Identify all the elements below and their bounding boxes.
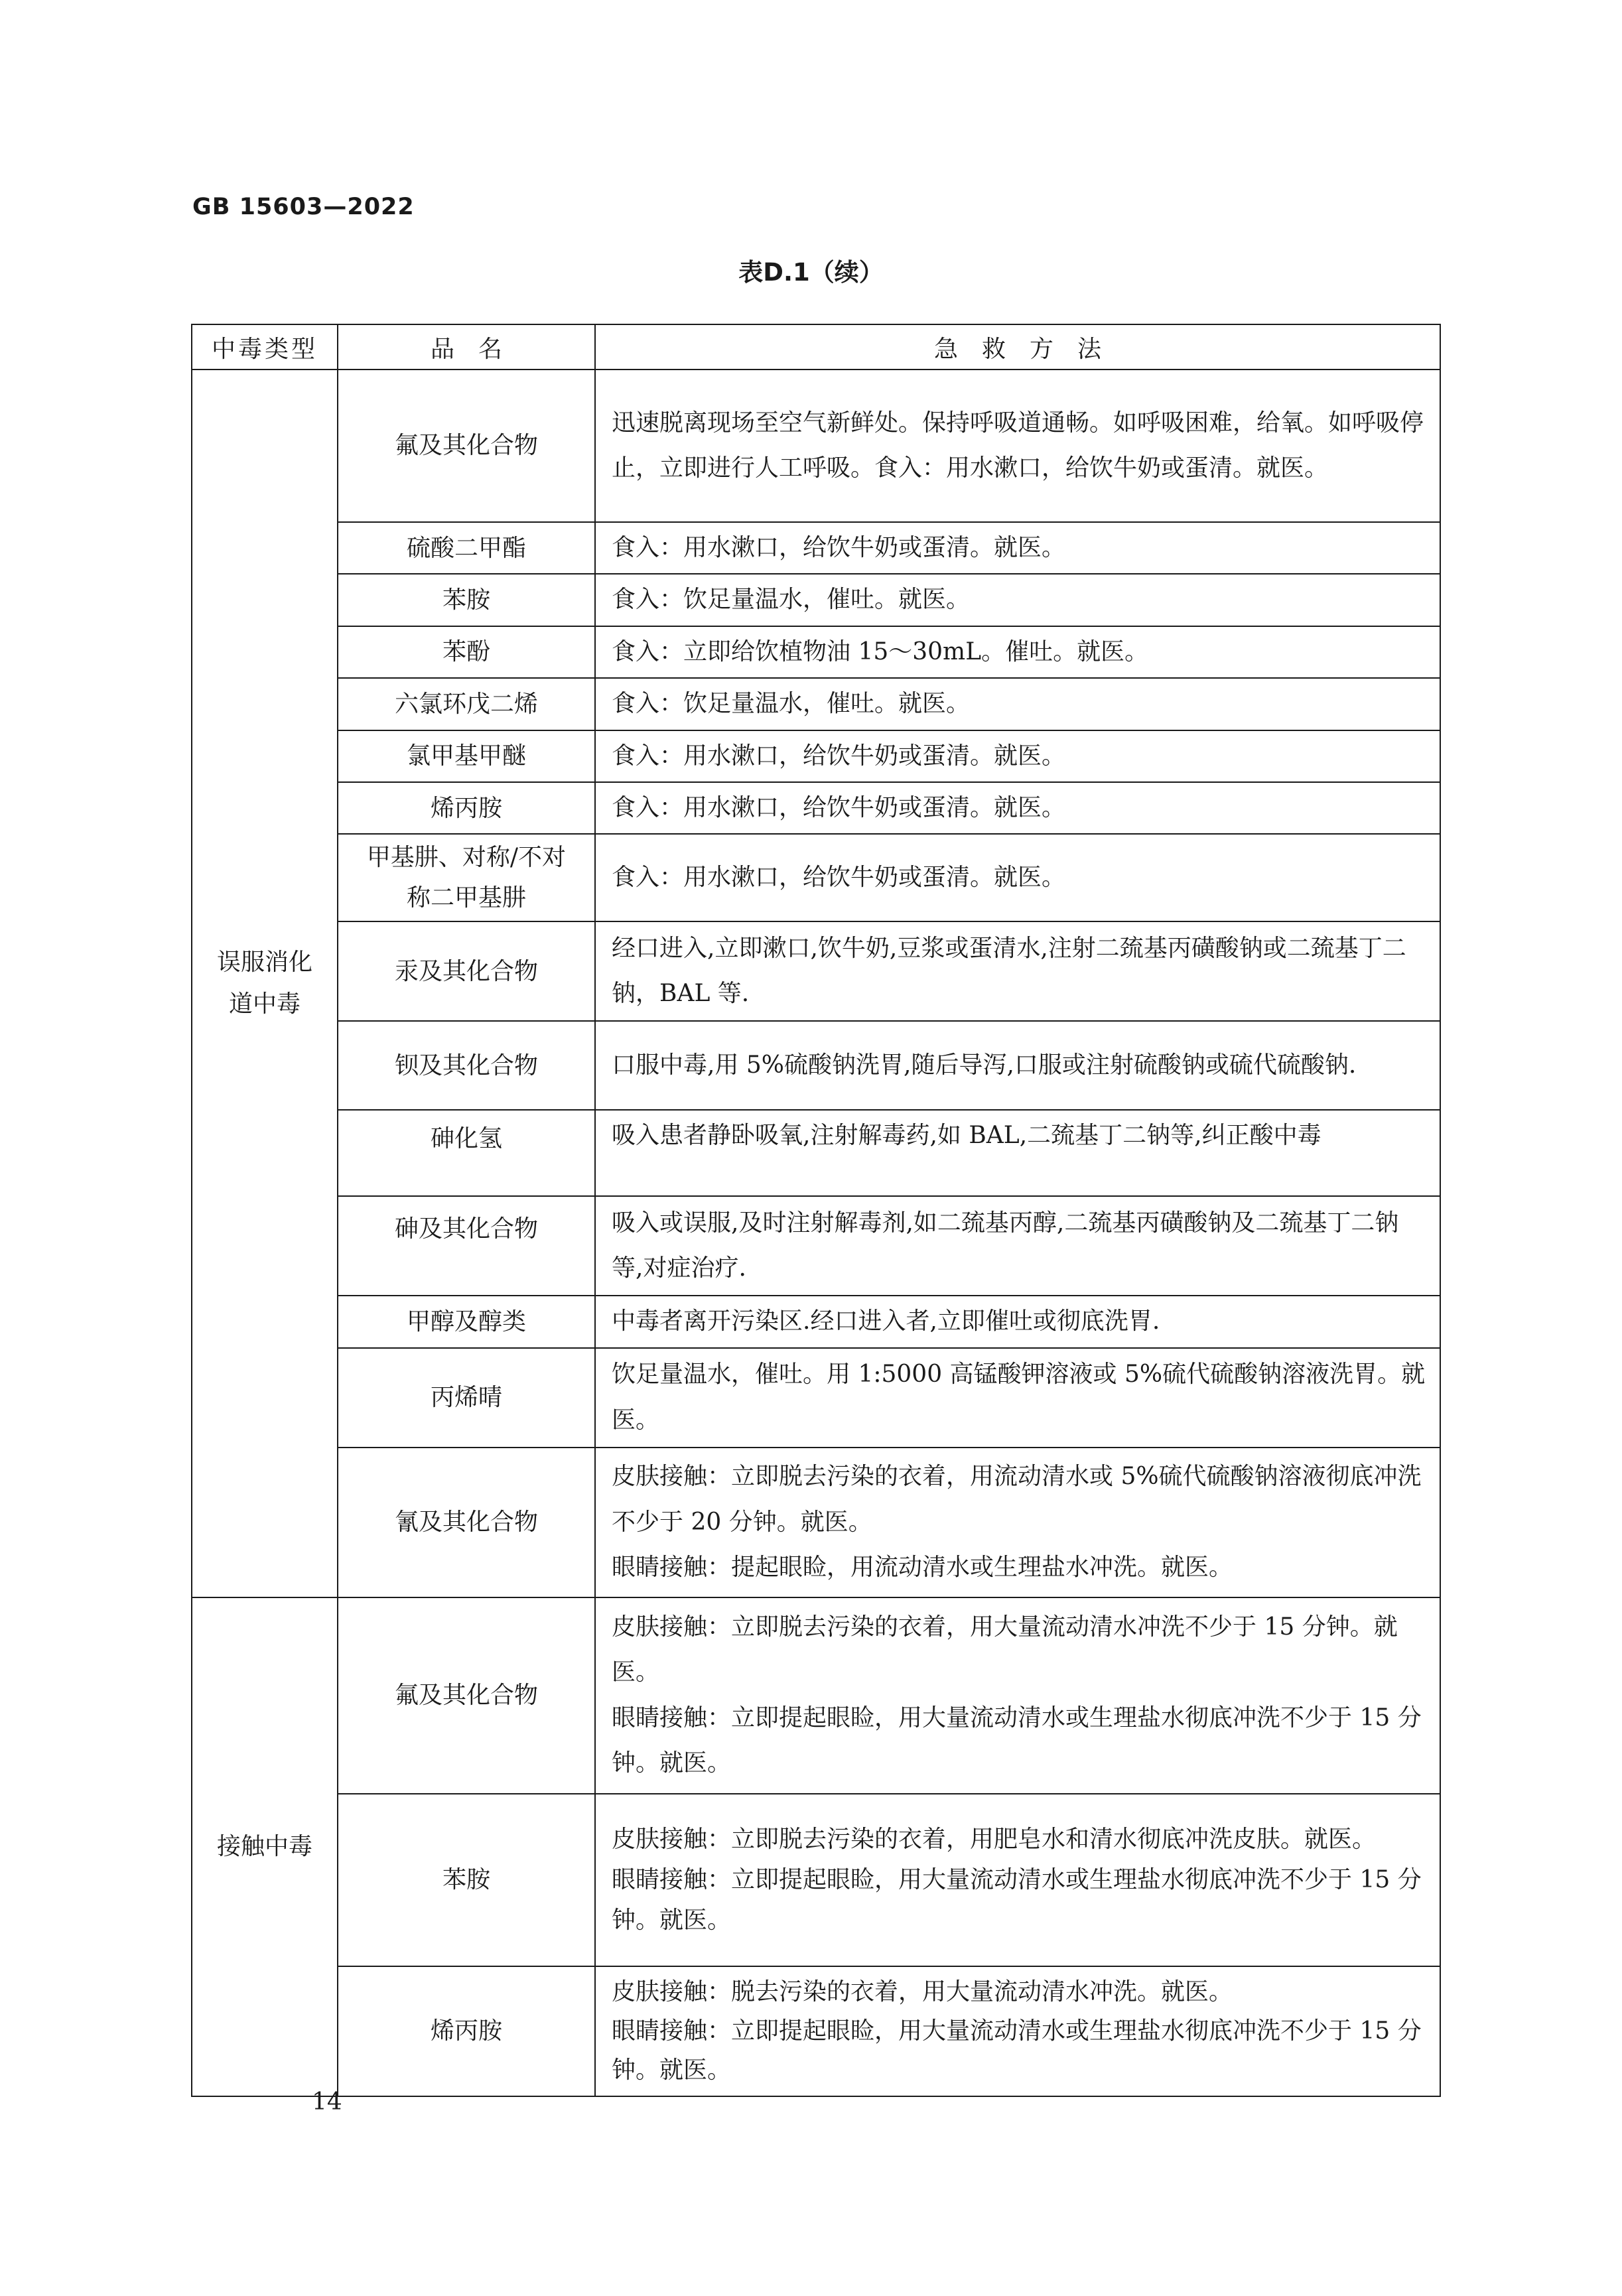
- first-aid-method: 迅速脱离现场至空气新鲜处。保持呼吸道通畅。如呼吸困难，给氧。如呼吸停止，立即进行人工呼吸。食入：用水漱口，给饮牛奶或蛋清。就医。: [595, 370, 1440, 522]
- first-aid-method: 饮足量温水，催吐。用 1:5000 高锰酸钾溶液或 5%硫代硫酸钠溶液洗胃。就医。: [595, 1348, 1440, 1448]
- substance-name: 氯甲基甲醚: [338, 730, 595, 782]
- substance-name: 氰及其化合物: [338, 1448, 595, 1597]
- first-aid-method: 皮肤接触：脱去污染的衣着，用大量流动清水冲洗。就医。 眼睛接触：立即提起眼睑，用大量流动清水或生理盐水彻底冲洗不少于 15 分钟。就医。: [595, 1966, 1440, 2096]
- first-aid-method: 食入：用水漱口，给饮牛奶或蛋清。就医。: [595, 782, 1440, 834]
- table-header-row: [192, 324, 1440, 370]
- first-aid-method: 食入：用水漱口，给饮牛奶或蛋清。就医。: [595, 834, 1440, 921]
- first-aid-method: 食入：立即给饮植物油 15～30mL。催吐。就医。: [595, 626, 1440, 678]
- table-row: [192, 834, 1440, 921]
- substance-name: 砷及其化合物: [338, 1196, 595, 1296]
- substance-name: 苯酚: [338, 626, 595, 678]
- table-row: [192, 1966, 1440, 2096]
- table-title: 表D.1（续）: [738, 258, 884, 287]
- column-header-type: 中毒类型: [192, 324, 338, 370]
- first-aid-method: 中毒者离开污染区.经口进入者,立即催吐或彻底洗胃.: [595, 1296, 1440, 1347]
- substance-name: 苯胺: [338, 574, 595, 626]
- substance-name: 汞及其化合物: [338, 921, 595, 1021]
- column-header-method: 急 救 方 法: [595, 324, 1440, 370]
- poisoning-type-cell: 接触中毒: [192, 1597, 338, 2096]
- poisoning-type-cell: 误服消化道中毒: [192, 370, 338, 1597]
- first-aid-method: 皮肤接触：立即脱去污染的衣着，用肥皂水和清水彻底冲洗皮肤。就医。 眼睛接触：立即提起眼睑，用大量流动清水或生理盐水彻底冲洗不少于 15 分钟。就医。: [595, 1794, 1440, 1966]
- first-aid-method: 皮肤接触：立即脱去污染的衣着，用大量流动清水冲洗不少于 15 分钟。就医。 眼睛接触：立即提起眼睑，用大量流动清水或生理盐水彻底冲洗不少于 15 分钟。就医。: [595, 1597, 1440, 1794]
- first-aid-table: [191, 324, 1441, 2097]
- table-row: [192, 1110, 1440, 1196]
- first-aid-method: 经口进入,立即漱口,饮牛奶,豆浆或蛋清水,注射二巯基丙磺酸钠或二巯基丁二钠，BAL 等.: [595, 921, 1440, 1021]
- substance-name: 氟及其化合物: [338, 370, 595, 522]
- standard-code: GB 15603—2022: [192, 194, 415, 220]
- page-number: 14: [312, 2088, 342, 2116]
- first-aid-method: 吸入患者静卧吸氧,注射解毒药,如 BAL,二巯基丁二钠等,纠正酸中毒: [595, 1110, 1440, 1196]
- substance-name: 硫酸二甲酯: [338, 522, 595, 574]
- first-aid-method: 食入：用水漱口，给饮牛奶或蛋清。就医。: [595, 522, 1440, 574]
- first-aid-method: 食入：饮足量温水，催吐。就医。: [595, 678, 1440, 730]
- substance-name: 甲基肼、对称/不对称二甲基肼: [338, 834, 595, 921]
- table-row: [192, 730, 1440, 782]
- first-aid-method: 皮肤接触：立即脱去污染的衣着，用流动清水或 5%硫代硫酸钠溶液彻底冲洗不少于 20 分钟。就医。 眼睛接触：提起眼睑，用流动清水或生理盐水冲洗。就医。: [595, 1448, 1440, 1597]
- substance-name: 氟及其化合物: [338, 1597, 595, 1794]
- substance-name: 砷化氢: [338, 1110, 595, 1196]
- substance-name: 甲醇及醇类: [338, 1296, 595, 1347]
- table-row: [192, 678, 1440, 730]
- substance-name: 苯胺: [338, 1794, 595, 1966]
- first-aid-method: 食入：用水漱口，给饮牛奶或蛋清。就医。: [595, 730, 1440, 782]
- first-aid-method: 食入：饮足量温水，催吐。就医。: [595, 574, 1440, 626]
- table-row: [192, 782, 1440, 834]
- table-row: [192, 1597, 1440, 1794]
- first-aid-method: 口服中毒,用 5%硫酸钠洗胃,随后导泻,口服或注射硫酸钠或硫代硫酸钠.: [595, 1021, 1440, 1110]
- table-row: [192, 1021, 1440, 1110]
- table-row: [192, 1196, 1440, 1296]
- first-aid-method: 吸入或误服,及时注射解毒剂,如二巯基丙醇,二巯基丙磺酸钠及二巯基丁二钠等,对症治疗.: [595, 1196, 1440, 1296]
- table-row: [192, 626, 1440, 678]
- table-row: [192, 574, 1440, 626]
- table-row: [192, 1448, 1440, 1597]
- substance-name: 六氯环戊二烯: [338, 678, 595, 730]
- substance-name: 烯丙胺: [338, 782, 595, 834]
- table-row: [192, 1794, 1440, 1966]
- table-row: [192, 522, 1440, 574]
- table-row: [192, 1348, 1440, 1448]
- substance-name: 丙烯晴: [338, 1348, 595, 1448]
- table-row: [192, 921, 1440, 1021]
- column-header-name: 品 名: [338, 324, 595, 370]
- table-row: [192, 1296, 1440, 1347]
- substance-name: 钡及其化合物: [338, 1021, 595, 1110]
- substance-name: 烯丙胺: [338, 1966, 595, 2096]
- table-row: [192, 370, 1440, 522]
